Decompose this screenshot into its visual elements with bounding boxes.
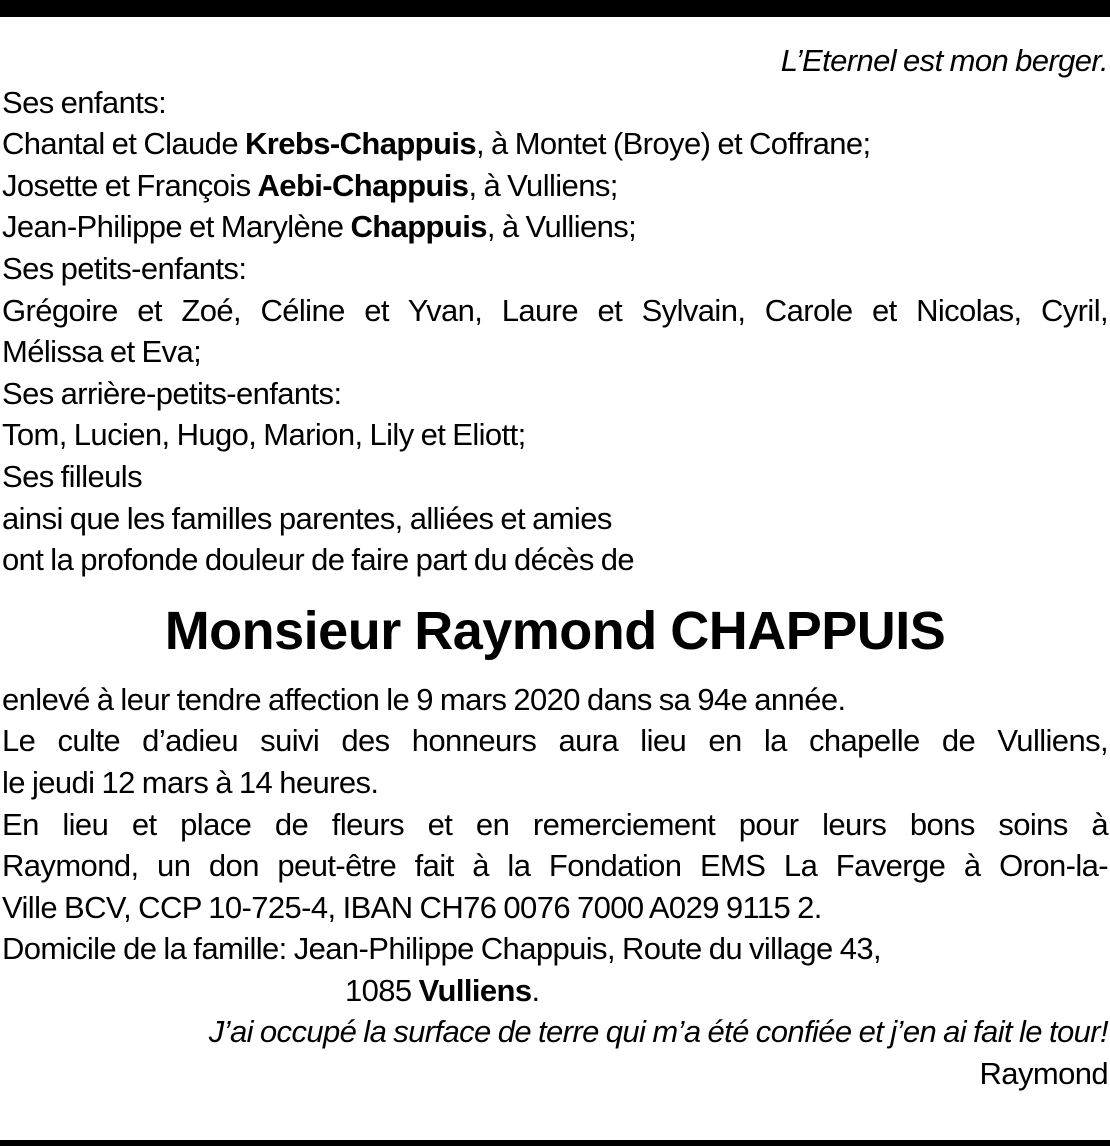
domicile-end: .	[531, 972, 540, 1008]
body-line: En lieu et place de fleurs et en remerciement pour leurs bons soins à	[2, 806, 1108, 842]
godchildren: Ses filleuls	[2, 458, 142, 494]
bottom-rule	[0, 1140, 1110, 1146]
domicile-postcode: 1085	[345, 972, 419, 1008]
child-family-name: Chappuis	[350, 209, 487, 245]
child-text: Josette et François	[2, 167, 258, 203]
children-heading: Ses enfants:	[2, 84, 167, 120]
top-rule	[0, 0, 1110, 17]
families-line: ainsi que les familles parentes, alliées et amies	[2, 500, 612, 536]
body-line: enlevé à leur tendre affection le 9 mars 2020 dans sa 94e année.	[2, 681, 846, 717]
domicile-line: Domicile de la famille: Jean-Philippe Chappuis, Route du village 43,	[2, 931, 881, 967]
obituary-notice	[2, 40, 1108, 1095]
body-line: Ville BCV, CCP 10-725-4, IBAN CH76 0076 7000 A029 9115 2.	[2, 889, 822, 925]
child-location: , à Vulliens;	[486, 209, 637, 245]
child-line	[2, 206, 1108, 248]
child-text: Jean-Philippe et Marylène	[2, 209, 351, 245]
grandchildren-list-line2: Mélissa et Eva;	[2, 334, 202, 370]
grandchildren-list-line1: Grégoire et Zoé, Céline et Yvan, Laure et Sylvain, Carole et Nicolas, Cyril,	[2, 292, 1108, 328]
grandchildren-heading: Ses petits-enfants:	[2, 250, 247, 286]
child-family-name: Krebs-Chappuis	[244, 126, 477, 162]
great-grandchildren-list: Tom, Lucien, Hugo, Marion, Lily et Eliott;	[2, 417, 526, 453]
deceased-name: Monsieur Raymond CHAPPUIS	[164, 600, 946, 661]
domicile-address	[2, 970, 1108, 1012]
closing-quote: J’ai occupé la surface de terre qui m’a été confiée et j’en ai fait le tour!	[208, 1014, 1108, 1050]
child-line	[2, 123, 1108, 165]
body-line: Raymond, un don peut-être fait à la Fondation EMS La Faverge à Oron-la-	[2, 848, 1108, 884]
body-line: le jeudi 12 mars à 14 heures.	[2, 764, 379, 800]
domicile-town: Vulliens	[418, 972, 532, 1008]
child-line	[2, 165, 1108, 207]
child-text: Chantal et Claude	[2, 126, 245, 162]
child-location: , à Vulliens;	[468, 167, 618, 203]
motto: L’Eternel est mon berger.	[780, 43, 1108, 78]
announcement-line: ont la profonde douleur de faire part du décès de	[2, 542, 635, 578]
child-location: , à Montet (Broye) et Coffrane;	[476, 126, 871, 162]
closing-signature: Raymond	[979, 1056, 1108, 1092]
child-family-name: Aebi-Chappuis	[257, 167, 469, 203]
body-line: Le culte d’adieu suivi des honneurs aura lieu en la chapelle de Vulliens,	[2, 723, 1108, 759]
great-grandchildren-heading: Ses arrière-petits-enfants:	[2, 375, 342, 411]
